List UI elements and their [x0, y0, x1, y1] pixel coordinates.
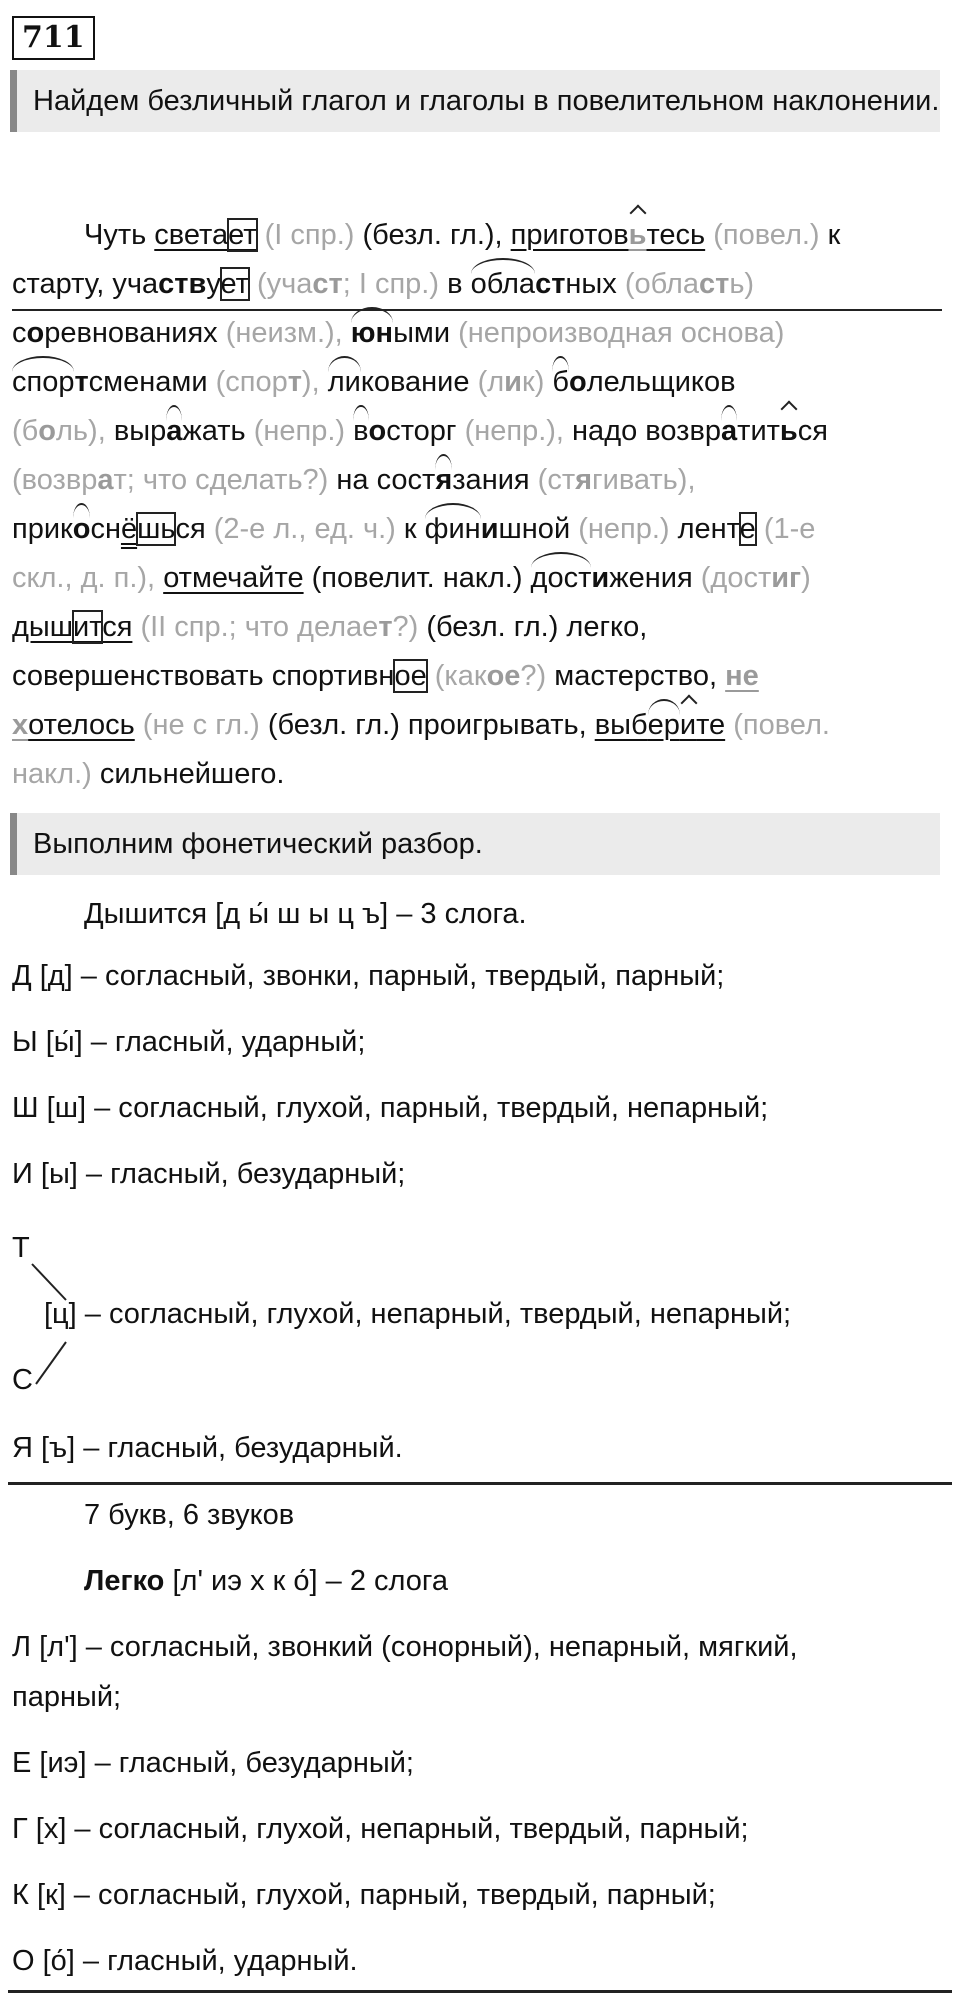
- sound-item: Е [иэ] – гласный, безударный;: [12, 1747, 414, 1779]
- text-segment: (не с гл.): [134, 709, 268, 741]
- divider: [8, 1482, 952, 1485]
- text-segment: о: [38, 415, 56, 447]
- text-segment: фин: [425, 505, 481, 554]
- text-segment: ся: [797, 415, 828, 447]
- word-header-2: [12, 1559, 942, 1625]
- text-segment: старту, уча: [12, 268, 159, 300]
- text-segment: ое: [394, 660, 427, 692]
- text-segment: ст: [312, 268, 343, 300]
- text-segment: (2-е л., ед. ч.): [213, 513, 404, 545]
- text-segment: (повел.): [705, 219, 828, 251]
- text-segment: гивать),: [592, 464, 696, 496]
- text-segment: ст: [535, 268, 566, 300]
- text-segment: (возвр: [12, 464, 98, 496]
- text-segment: а: [721, 407, 737, 456]
- sound-item: Ы [ы́] – гласный, ударный;: [12, 1026, 366, 1058]
- text-line: [12, 701, 942, 750]
- text-segment: приготов: [510, 219, 629, 251]
- text-segment: (II спр.; что делае: [132, 611, 379, 643]
- text-segment: лельщиков: [586, 366, 736, 398]
- text-segment: ер: [648, 701, 680, 750]
- sound-item: Г [х] – согласный, глухой, непарный, твердый, парный;: [12, 1813, 749, 1845]
- text-segment: х: [12, 709, 29, 741]
- text-line: [12, 407, 942, 456]
- text-segment: тит: [737, 415, 780, 447]
- text-segment: ся: [102, 611, 133, 643]
- sound-item: Д [д] – согласный, звонки, парный, твердый, парный;: [12, 960, 725, 992]
- text-segment: ся: [175, 513, 214, 545]
- text-segment: шь: [137, 513, 176, 545]
- text-segment: т: [378, 611, 393, 643]
- text-segment: зания: [452, 464, 538, 496]
- text-segment: ст: [698, 268, 730, 300]
- text-segment: шной: [498, 513, 579, 545]
- text-segment: в: [353, 407, 368, 456]
- text-segment: я: [575, 464, 593, 496]
- text-segment: (дост: [700, 562, 772, 594]
- text-segment: обла: [471, 260, 536, 309]
- text-segment: надо возвр: [572, 415, 722, 447]
- text-segment: прик: [12, 513, 73, 545]
- text-segment: (непр.): [253, 415, 354, 447]
- text-segment: ет: [220, 268, 249, 300]
- text-segment: иг: [771, 562, 802, 594]
- text-line: [12, 260, 942, 309]
- text-segment: (как: [426, 660, 487, 692]
- letter-t: Т: [12, 1232, 30, 1264]
- text-segment: (непр.),: [464, 415, 573, 447]
- text-line: [12, 603, 942, 652]
- text-segment: т: [74, 366, 89, 398]
- text-segment: сменами: [88, 366, 216, 398]
- text-line: [12, 309, 942, 358]
- text-line: [12, 456, 942, 505]
- letter-s: С: [12, 1364, 33, 1396]
- text-segment: (спор: [215, 366, 288, 398]
- text-segment: жать: [182, 415, 254, 447]
- word-transcription: [л' иэ х к о́] – 2 слога: [164, 1565, 448, 1597]
- text-segment: (повел.: [725, 709, 830, 741]
- text-segment: и: [680, 701, 696, 750]
- text-segment: совершенствовать спортивн: [12, 660, 395, 692]
- text-segment: ё: [120, 513, 138, 545]
- sound-item: парный;: [12, 1681, 122, 1713]
- sound-item: Л [л'] – согласный, звонкий (сонорный), непарный, мягкий,: [12, 1631, 798, 1663]
- text-segment: (л: [477, 366, 505, 398]
- text-segment: кование: [360, 366, 478, 398]
- text-segment: и: [591, 562, 610, 594]
- text-segment: ; I спр.): [342, 268, 448, 300]
- task-instruction-2: Выполним фонетический разбор.: [10, 813, 940, 875]
- text-segment: сильнейшего.: [99, 758, 285, 790]
- text-segment: т; что сделать?): [113, 464, 337, 496]
- text-segment: к: [827, 219, 841, 251]
- text-segment: не: [725, 660, 759, 692]
- text-segment: отмечайте: [163, 562, 304, 594]
- text-segment: у: [206, 268, 221, 300]
- text-segment: юн: [351, 309, 393, 358]
- text-segment: (неизм.),: [225, 317, 351, 349]
- text-segment: отелось: [28, 709, 135, 741]
- text-line: [12, 652, 942, 701]
- text-segment: в: [447, 268, 471, 300]
- text-segment: выб: [594, 709, 648, 741]
- text-segment: о: [368, 415, 387, 447]
- text-segment: ревнованиях: [44, 317, 226, 349]
- text-segment: т: [287, 366, 302, 398]
- text-segment: с: [12, 317, 27, 349]
- text-segment: лент: [677, 513, 740, 545]
- text-segment: о: [73, 505, 91, 554]
- divider-bottom: [8, 1990, 952, 1993]
- text-segment: те: [696, 709, 726, 741]
- text-segment: (непроизводная основа): [458, 317, 785, 349]
- text-line: [12, 750, 942, 799]
- text-segment: накл.): [12, 758, 100, 790]
- sound-item: Ш [ш] – согласный, глухой, парный, твердый, непарный;: [12, 1092, 769, 1124]
- text-segment: света: [154, 219, 229, 251]
- text-segment: ных: [565, 268, 625, 300]
- text-segment: выр: [113, 415, 167, 447]
- text-segment: ь: [780, 407, 798, 456]
- phonetic-analysis-1: [12, 892, 942, 1218]
- text-segment: ет: [228, 219, 257, 251]
- text-segment: ит: [73, 611, 103, 643]
- text-segment: о: [26, 317, 45, 349]
- text-line: [12, 211, 942, 260]
- text-segment: на сост: [336, 464, 436, 496]
- text-segment: сн: [90, 513, 121, 545]
- text-line: [12, 554, 942, 603]
- text-segment: (обла: [624, 268, 699, 300]
- text-segment: ль),: [56, 415, 114, 447]
- text-segment: ): [801, 562, 811, 594]
- text-segment: ли: [328, 358, 361, 407]
- text-segment: (непр.): [578, 513, 678, 545]
- text-segment: дост: [531, 554, 592, 603]
- letters-sounds-summary: 7 букв, 6 звуков: [84, 1499, 295, 1531]
- text-segment: жения: [609, 562, 701, 594]
- text-segment: и: [480, 513, 499, 545]
- sound-item: К [к] – согласный, глухой, парный, твердый, парный;: [12, 1879, 716, 1911]
- text-segment: ь: [629, 211, 647, 260]
- text-segment: и: [504, 366, 522, 398]
- exercise-text: [12, 211, 942, 799]
- text-segment: дыш: [12, 611, 74, 643]
- sound-item-ts: [ц] – согласный, глухой, непарный, твердый, непарный;: [44, 1298, 792, 1330]
- text-segment: (безл. гл.) проигрывать,: [267, 709, 595, 741]
- text-segment: спор: [12, 358, 74, 407]
- text-segment: ),: [301, 366, 328, 398]
- text-segment: ств: [158, 268, 207, 300]
- text-segment: ?): [392, 611, 427, 643]
- sound-item-last: Я [ъ] – гласный, безударный.: [12, 1432, 403, 1464]
- word-bold: Легко: [84, 1565, 165, 1597]
- text-segment: Чуть: [84, 219, 155, 251]
- text-segment: а: [97, 464, 114, 496]
- task-instruction-1: Найдем безличный глагол и глаголы в повелительном наклонении.: [10, 70, 940, 132]
- text-segment: (ст: [537, 464, 576, 496]
- text-segment: ыми: [393, 317, 459, 349]
- text-segment: мастерство,: [554, 660, 726, 692]
- text-segment: (1-е: [755, 513, 816, 545]
- text-segment: ь): [729, 268, 755, 300]
- sound-item: О [о́] – гласный, ударный.: [12, 1945, 358, 1977]
- text-segment: ое: [486, 660, 521, 692]
- text-line: [12, 358, 942, 407]
- text-segment: к: [403, 513, 425, 545]
- text-segment: к): [522, 366, 553, 398]
- text-segment: е: [739, 513, 756, 545]
- text-segment: б: [552, 358, 569, 407]
- text-segment: (безл. гл.),: [362, 219, 511, 251]
- sound-item: И [ы] – гласный, безударный;: [12, 1158, 406, 1190]
- text-segment: (повелит. накл.): [303, 562, 531, 594]
- word-header: Дышится [д ы́ ш ы ц ъ] – 3 слога.: [84, 898, 527, 930]
- text-segment: (безл. гл.) легко,: [426, 611, 648, 643]
- text-segment: а: [166, 407, 182, 456]
- text-segment: скл., д. п.),: [12, 562, 164, 594]
- text-segment: о: [569, 366, 587, 398]
- text-segment: сторг: [386, 415, 465, 447]
- text-segment: (I спр.): [256, 219, 363, 251]
- phonetic-analysis-2: [12, 1493, 942, 1991]
- text-segment: я: [435, 456, 452, 505]
- text-line: [12, 505, 942, 554]
- exercise-number: 711: [12, 16, 95, 60]
- text-segment: тесь: [646, 219, 706, 251]
- text-segment: ?): [520, 660, 555, 692]
- text-segment: (уча: [248, 268, 313, 300]
- text-segment: (б: [12, 415, 39, 447]
